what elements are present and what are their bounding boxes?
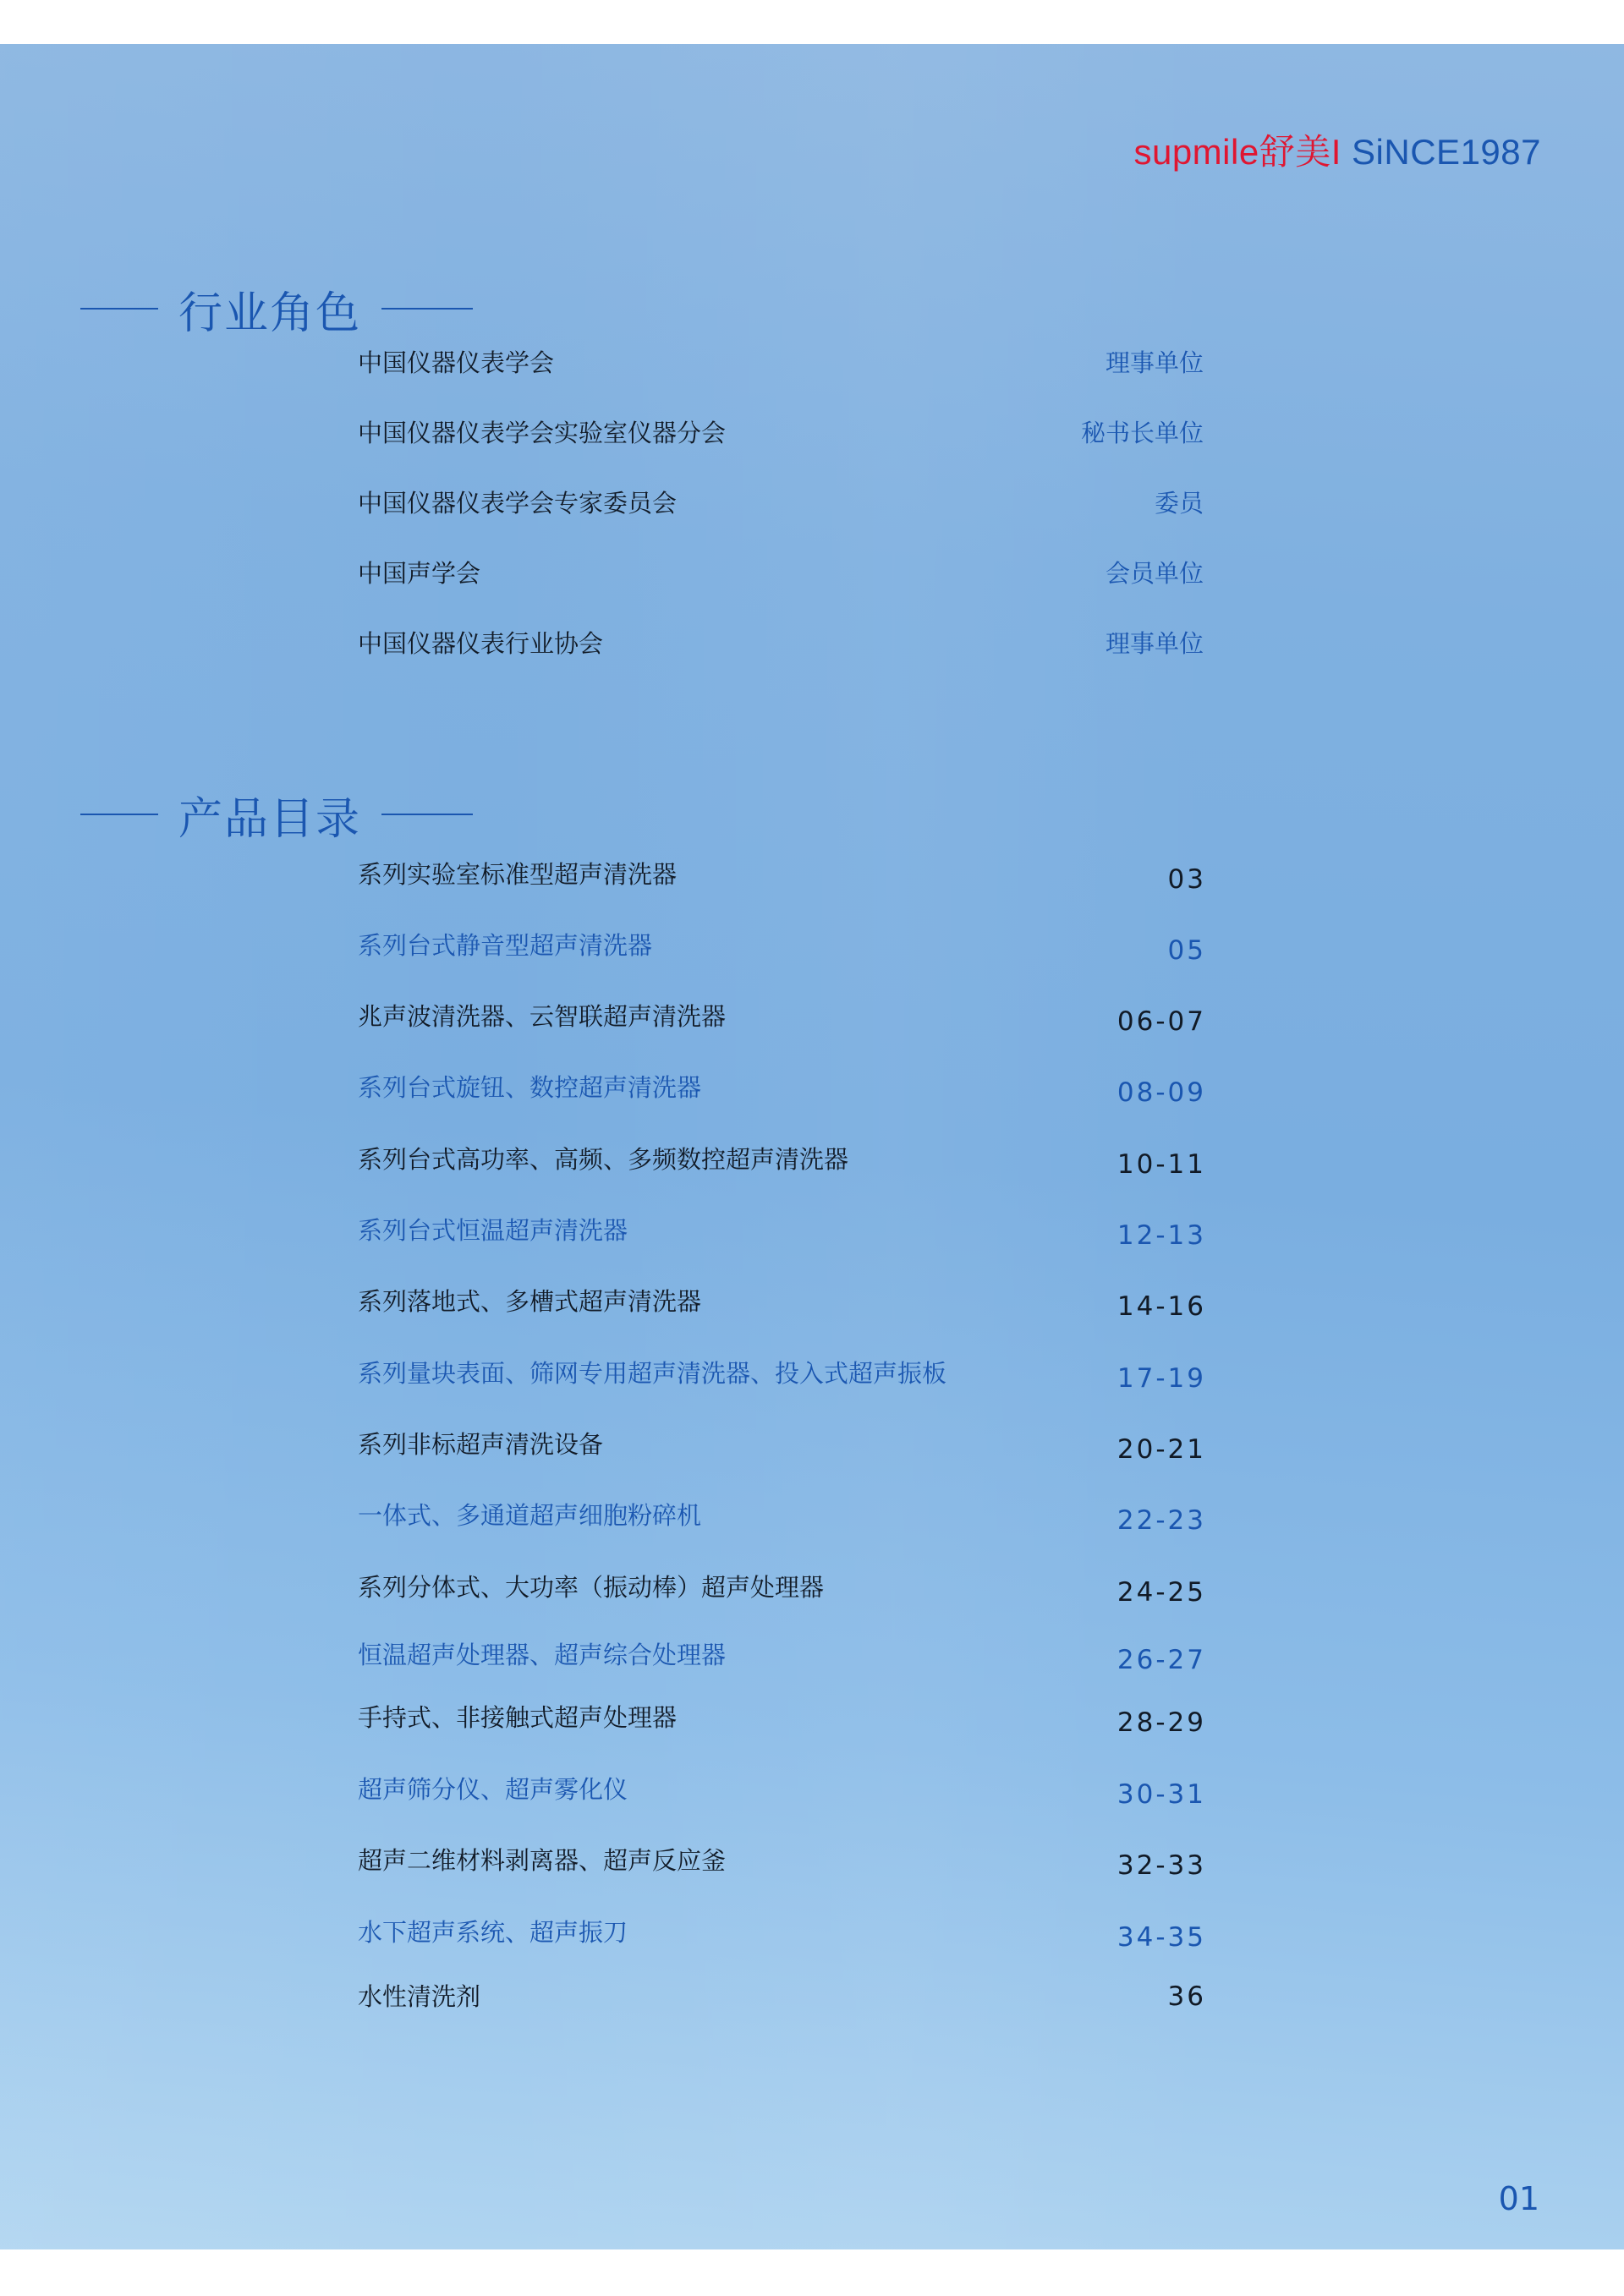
role-title: 理事单位 <box>1105 348 1204 377</box>
catalog-pages: 03 <box>1167 864 1206 895</box>
role-org: 中国仪器仪表学会实验室仪器分会 <box>358 419 727 447</box>
catalog-row <box>358 1570 1206 1608</box>
catalog-title: 系列非标超声清洗设备 <box>358 1430 604 1459</box>
role-row <box>358 627 1204 660</box>
roles-heading-text: 行业角色 <box>178 288 362 339</box>
heading-rule-right <box>381 308 473 310</box>
catalog-title: 水性清洗剂 <box>358 1982 481 2011</box>
catalog-row <box>358 1499 1206 1536</box>
role-row <box>358 556 1204 590</box>
role-title: 理事单位 <box>1105 629 1204 658</box>
catalog-row <box>358 929 1206 966</box>
catalog-title: 系列实验室标准型超声清洗器 <box>358 860 678 889</box>
catalog-heading <box>80 785 473 844</box>
catalog-row <box>358 1844 1206 1881</box>
heading-rule-left <box>80 308 158 310</box>
catalog-title: 一体式、多通道超声细胞粉碎机 <box>358 1501 702 1530</box>
role-org: 中国声学会 <box>358 559 481 588</box>
catalog-pages: 22-23 <box>1116 1505 1206 1536</box>
catalog-row <box>358 1701 1206 1738</box>
heading-rule-left <box>80 814 158 815</box>
catalog-title: 水下超声系统、超声振刀 <box>358 1918 628 1947</box>
catalog-pages: 10-11 <box>1116 1149 1206 1180</box>
role-title: 秘书长单位 <box>1080 419 1204 447</box>
catalog-title: 手持式、非接触式超声处理器 <box>358 1703 678 1732</box>
catalog-heading-text: 产品目录 <box>178 793 362 845</box>
role-row <box>358 346 1204 380</box>
role-org: 中国仪器仪表学会 <box>358 348 555 377</box>
catalog-row <box>358 858 1206 895</box>
catalog-pages: 12-13 <box>1116 1220 1206 1251</box>
catalog-row <box>358 1427 1206 1465</box>
brochure-page <box>0 44 1624 2249</box>
brand-separator: I <box>1330 132 1341 172</box>
catalog-pages: 17-19 <box>1116 1363 1206 1394</box>
catalog-row <box>358 1000 1206 1037</box>
catalog-title: 系列台式静音型超声清洗器 <box>358 931 653 960</box>
catalog-pages: 08-09 <box>1116 1077 1206 1108</box>
heading-rule-right <box>381 814 473 815</box>
catalog-row <box>358 1915 1206 1953</box>
role-title: 会员单位 <box>1105 559 1204 588</box>
catalog-pages: 06-07 <box>1116 1006 1206 1037</box>
catalog-row <box>358 1143 1206 1180</box>
catalog-pages: 26-27 <box>1116 1645 1206 1675</box>
roles-heading <box>80 279 473 338</box>
catalog-title: 兆声波清洗器、云智联超声清洗器 <box>358 1002 727 1031</box>
catalog-row <box>358 1285 1206 1322</box>
catalog-title: 超声筛分仪、超声雾化仪 <box>358 1775 628 1804</box>
catalog-pages: 32-33 <box>1116 1850 1206 1881</box>
catalog-pages: 28-29 <box>1116 1707 1206 1738</box>
catalog-pages: 34-35 <box>1116 1922 1206 1953</box>
brand-header <box>1133 124 1541 175</box>
role-org: 中国仪器仪表学会专家委员会 <box>358 489 678 518</box>
page-number: 01 <box>1498 2180 1539 2217</box>
catalog-title: 恒温超声处理器、超声综合处理器 <box>358 1641 727 1669</box>
role-row <box>358 486 1204 520</box>
catalog-title: 超声二维材料剥离器、超声反应釜 <box>358 1846 727 1875</box>
catalog-row <box>358 1638 1206 1675</box>
catalog-title: 系列台式恒温超声清洗器 <box>358 1216 628 1245</box>
catalog-pages: 20-21 <box>1116 1434 1206 1465</box>
catalog-title: 系列台式旋钮、数控超声清洗器 <box>358 1073 702 1102</box>
catalog-pages: 24-25 <box>1116 1577 1206 1608</box>
catalog-row <box>358 1356 1206 1394</box>
catalog-title: 系列台式高功率、高频、多频数控超声清洗器 <box>358 1145 849 1174</box>
catalog-pages: 30-31 <box>1116 1779 1206 1810</box>
brand-name: supmile舒美 <box>1133 132 1331 172</box>
catalog-row <box>358 1071 1206 1108</box>
catalog-title: 系列量块表面、筛网专用超声清洗器、投入式超声振板 <box>358 1359 947 1388</box>
role-org: 中国仪器仪表行业协会 <box>358 629 604 658</box>
catalog-title: 系列落地式、多槽式超声清洗器 <box>358 1287 702 1316</box>
role-row <box>358 416 1204 450</box>
catalog-pages: 14-16 <box>1116 1291 1206 1322</box>
catalog-row <box>358 1214 1206 1251</box>
role-title: 委员 <box>1154 489 1204 518</box>
brand-since: SiNCE1987 <box>1341 132 1541 172</box>
catalog-pages: 36 <box>1167 1981 1206 2012</box>
catalog-title: 系列分体式、大功率（振动棒）超声处理器 <box>358 1573 825 1602</box>
catalog-row <box>358 1980 1204 2014</box>
catalog-pages: 05 <box>1167 935 1206 966</box>
catalog-row <box>358 1773 1206 1810</box>
